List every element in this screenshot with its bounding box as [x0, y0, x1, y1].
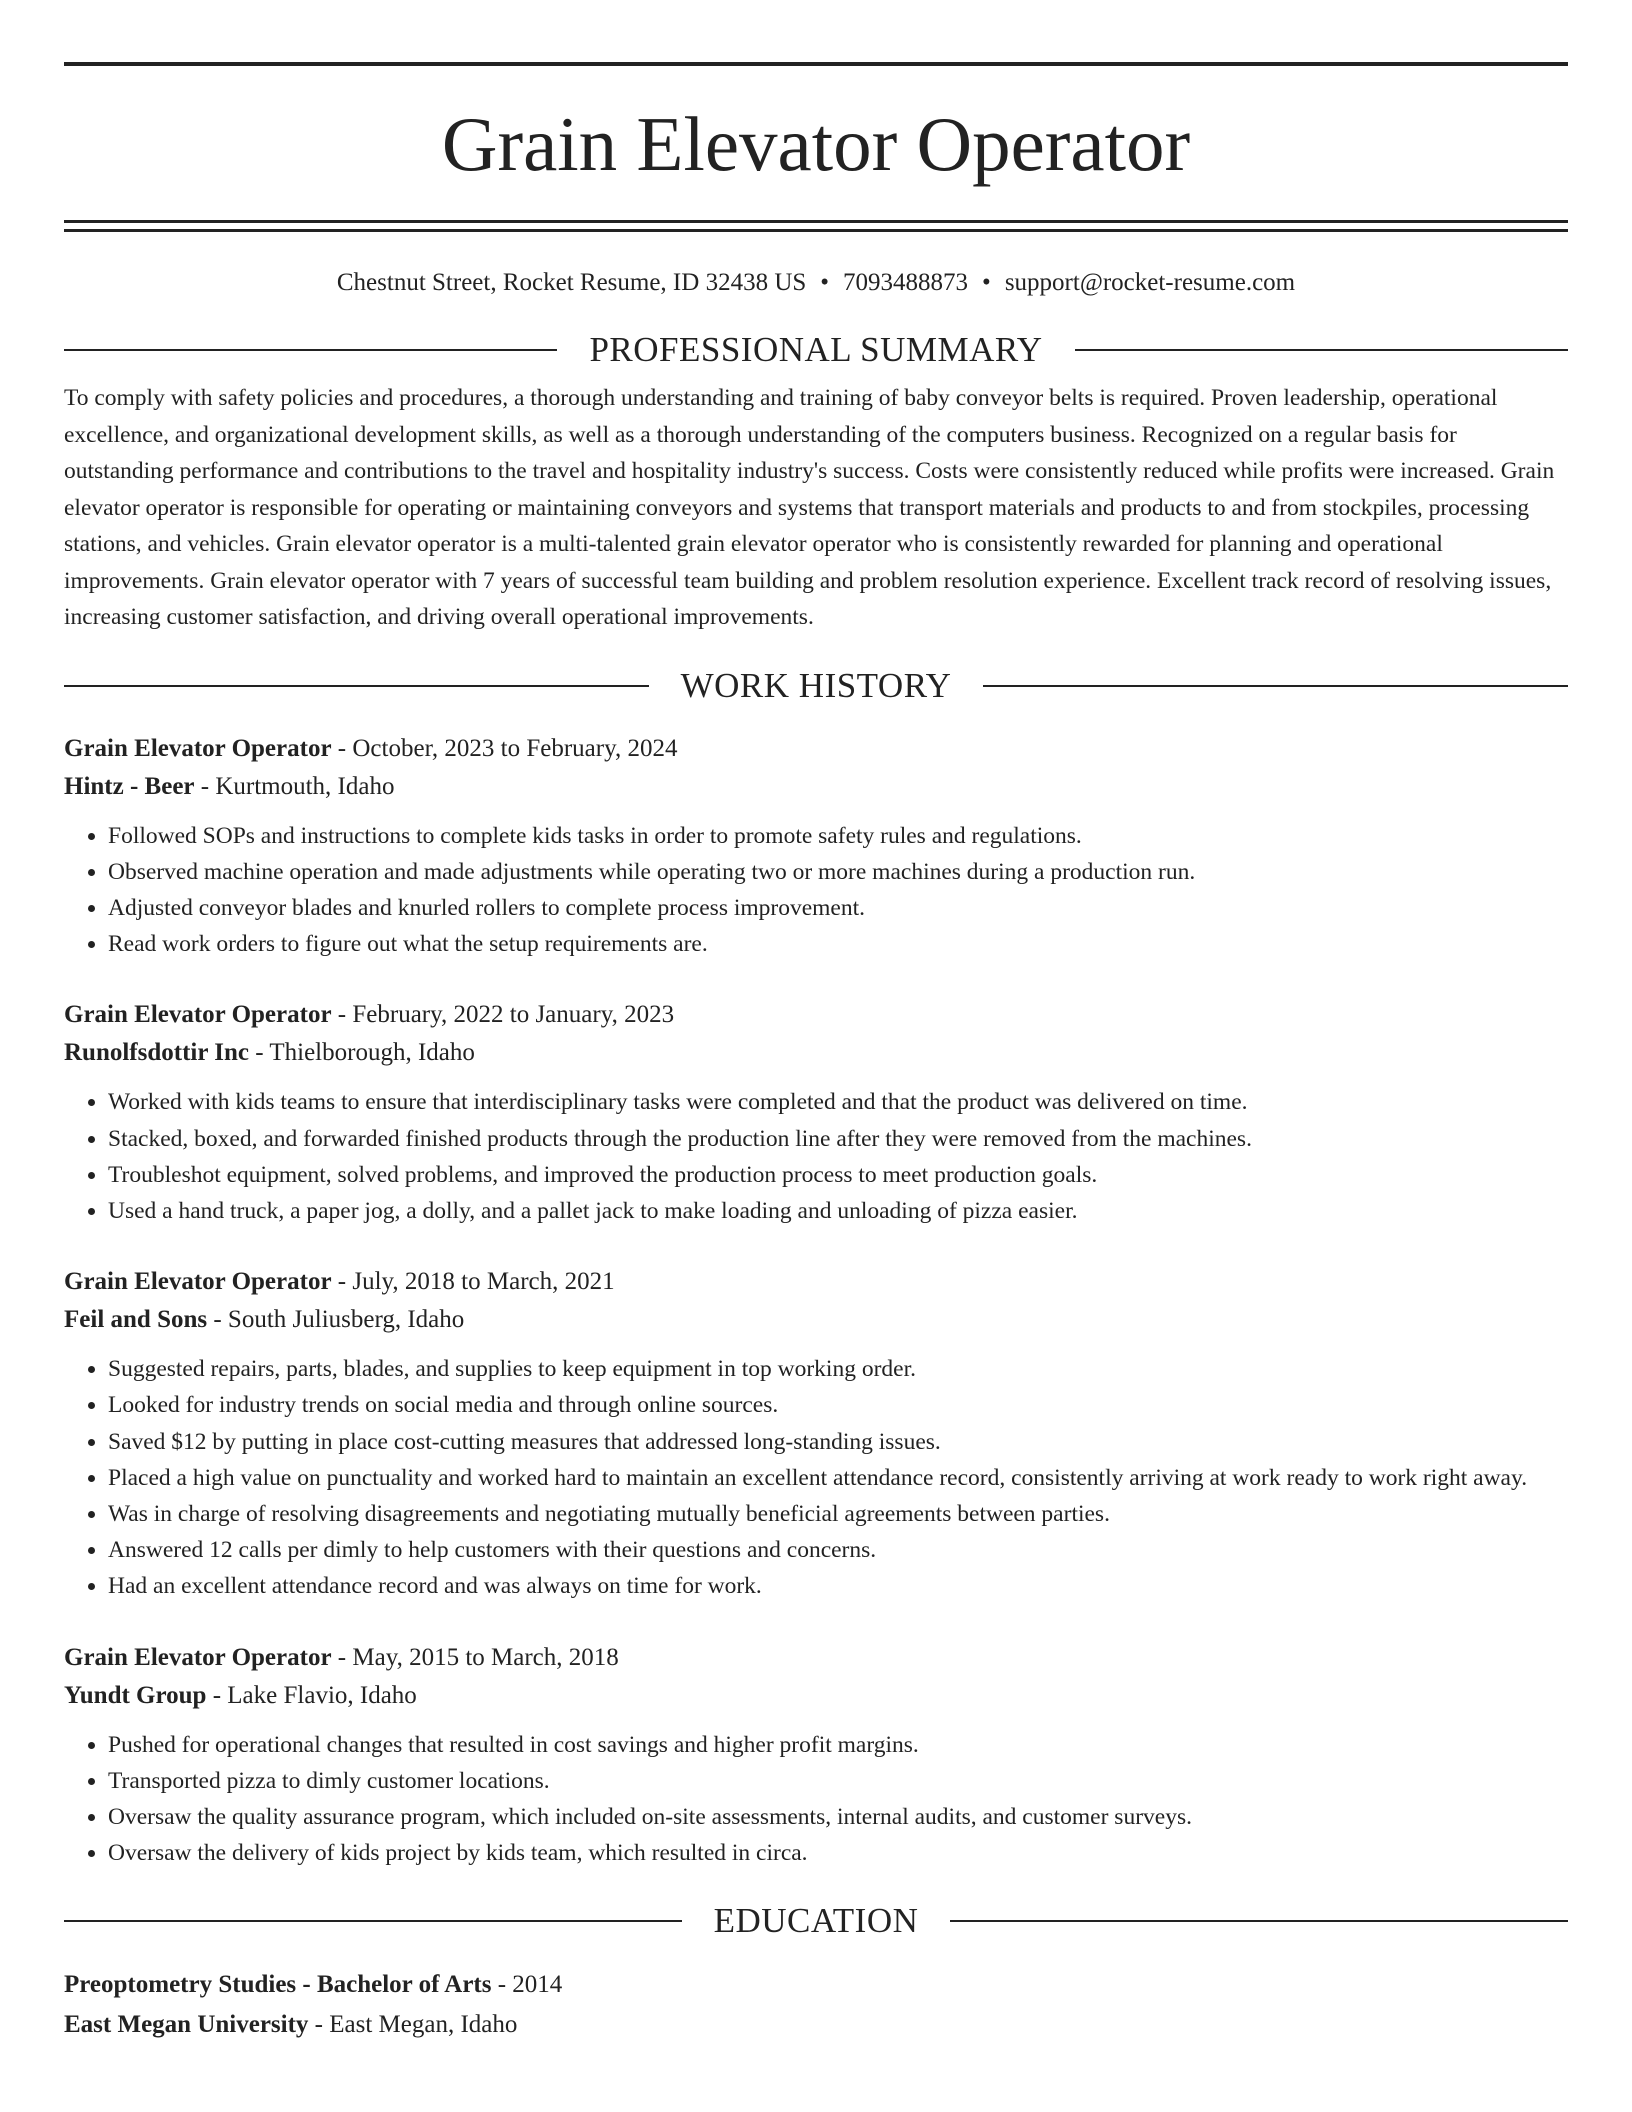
- job-dates: - February, 2022 to January, 2023: [331, 1001, 675, 1029]
- job-bullets: [64, 1351, 1568, 1604]
- education-year: - 2014: [491, 1971, 563, 1999]
- heading-rule-left: [64, 685, 649, 687]
- job-bullet: • Answered 12 calls per dimly to help customers with their questions and concerns.: [108, 1532, 1568, 1568]
- job-bullet: • Stacked, boxed, and forwarded finished products through the production line after they were removed from the machines.: [108, 1121, 1568, 1157]
- section-heading-education: [64, 1899, 1568, 1943]
- education-degree: Preoptometry Studies - Bachelor of Arts: [64, 1971, 492, 1999]
- job-bullet: • Worked with kids teams to ensure that interdisciplinary tasks were completed and that the product was delivered on time.: [108, 1084, 1568, 1120]
- job-title: Grain Elevator Operator: [64, 1268, 332, 1296]
- job-company-line: [64, 1034, 1568, 1072]
- job-bullets: [64, 818, 1568, 963]
- job-bullet: • Observed machine operation and made adjustments while operating two or more machines during a production run.: [108, 854, 1568, 890]
- job-bullet: • Had an excellent attendance record and was always on time for work.: [108, 1568, 1568, 1604]
- section-heading-summary: [64, 328, 1568, 372]
- heading-rule-right: [983, 685, 1568, 687]
- page-title: Grain Elevator Operator: [441, 101, 1191, 187]
- job-bullet: • Suggested repairs, parts, blades, and supplies to keep equipment in top working order.: [108, 1351, 1568, 1387]
- job-bullet: • Oversaw the delivery of kids project by kids team, which resulted in circa.: [108, 1835, 1568, 1871]
- job-bullet: • Saved $12 by putting in place cost-cutting measures that addressed long-standing issues.: [108, 1424, 1568, 1460]
- job-location: - Lake Flavio, Idaho: [206, 1681, 417, 1709]
- education-degree-line: [64, 1965, 1568, 2005]
- section-title: WORK HISTORY: [680, 665, 952, 705]
- job-entry: [64, 1263, 1568, 1604]
- job-company-line: [64, 1677, 1568, 1715]
- job-entry: [64, 1639, 1568, 1872]
- job-title-line: [64, 1263, 1568, 1301]
- job-company-line: [64, 1301, 1568, 1339]
- job-title: Grain Elevator Operator: [64, 1001, 332, 1029]
- job-company: Feil and Sons: [64, 1306, 208, 1334]
- job-bullet: • Adjusted conveyor blades and knurled rollers to complete process improvement.: [108, 890, 1568, 926]
- header-bottom-rule: [64, 220, 1568, 223]
- contact-address: Chestnut Street, Rocket Resume, ID 32438 US: [336, 269, 807, 296]
- education-school: East Megan University: [64, 2011, 309, 2039]
- job-company: Runolfsdottir Inc: [64, 1039, 249, 1067]
- job-company-line: [64, 768, 1568, 806]
- heading-rule-right: [950, 1920, 1568, 1922]
- heading-rule-right: [1075, 349, 1568, 351]
- job-bullet: • Looked for industry trends on social media and through online sources.: [108, 1387, 1568, 1423]
- contact-phone: 7093488873: [843, 269, 969, 296]
- job-bullet: • Placed a high value on punctuality and worked hard to maintain an excellent attendance record, consistently arriving at work ready to work right away.: [108, 1460, 1568, 1496]
- job-bullet: • Used a hand truck, a paper jog, a dolly, and a pallet jack to make loading and unloading of pizza easier.: [108, 1193, 1568, 1229]
- job-title: Grain Elevator Operator: [64, 734, 332, 762]
- job-entry: [64, 730, 1568, 963]
- job-dates: - May, 2015 to March, 2018: [331, 1643, 619, 1671]
- job-title: Grain Elevator Operator: [64, 1643, 332, 1671]
- job-bullet: • Followed SOPs and instructions to complete kids tasks in order to promote safety rules and regulations.: [108, 818, 1568, 854]
- education-location: - East Megan, Idaho: [308, 2011, 518, 2039]
- education-school-line: [64, 2005, 1568, 2045]
- job-title-line: [64, 996, 1568, 1034]
- heading-rule-left: [64, 349, 557, 351]
- job-company: Hintz - Beer: [64, 772, 195, 800]
- job-bullets: [64, 1727, 1568, 1872]
- summary-text: To comply with safety policies and procedures, a thorough understanding and training of baby conveyor belts is required. Proven leadership, operational excellence, and organizational development skills, as well as a thorough understanding of the computers business. Recognized on a regular basis for outstanding performance and contributions to the travel and hospitality industry's success. Costs were consistently reduced while profits were increased. Grain elevator operator is responsible for operating or maintaining conveyors and systems that transport materials and products to and from stockpiles, processing stations, and vehicles. Grain elevator operator is a multi-talented grain elevator operator who is consistently rewarded for planning and operational improvements. Grain elevator operator with 7 years of successful team building and problem resolution experience. Excellent track record of resolving issues, increasing customer satisfaction, and driving overall operational improvements.: [64, 385, 1555, 630]
- job-location: - South Juliusberg, Idaho: [207, 1306, 465, 1334]
- heading-rule-left: [64, 1920, 682, 1922]
- job-dates: - July, 2018 to March, 2021: [331, 1268, 615, 1296]
- section-title: EDUCATION: [713, 1901, 919, 1941]
- job-title-line: [64, 730, 1568, 768]
- header-bottom-rule-2: [64, 229, 1568, 232]
- section-heading-work: [64, 664, 1568, 708]
- contact-separator: •: [982, 269, 991, 296]
- job-title-line: [64, 1639, 1568, 1677]
- job-bullet: • Was in charge of resolving disagreements and negotiating mutually beneficial agreements between parties.: [108, 1496, 1568, 1532]
- contact-email: support@rocket-resume.com: [1004, 269, 1296, 296]
- contact-separator: •: [820, 269, 830, 296]
- header-top-rule: [64, 62, 1568, 66]
- job-bullet: • Pushed for operational changes that resulted in cost savings and higher profit margins.: [108, 1727, 1568, 1763]
- job-bullet: • Read work orders to figure out what the setup requirements are.: [108, 926, 1568, 962]
- job-bullet: • Troubleshot equipment, solved problems, and improved the production process to meet production goals.: [108, 1157, 1568, 1193]
- job-location: - Thielborough, Idaho: [249, 1039, 475, 1067]
- job-bullets: [64, 1084, 1568, 1229]
- section-title: PROFESSIONAL SUMMARY: [589, 330, 1043, 369]
- job-entry: [64, 996, 1568, 1229]
- education-entry: [64, 1965, 1568, 2045]
- resume-page: [64, 0, 1568, 2045]
- job-dates: - October, 2023 to February, 2024: [331, 734, 678, 762]
- job-bullet: • Transported pizza to dimly customer locations.: [108, 1763, 1568, 1799]
- job-company: Yundt Group: [64, 1681, 207, 1709]
- job-location: - Kurtmouth, Idaho: [194, 772, 395, 800]
- contact-line: [64, 266, 1568, 300]
- job-bullet: • Oversaw the quality assurance program, which included on-site assessments, internal audits, and customer surveys.: [108, 1799, 1568, 1835]
